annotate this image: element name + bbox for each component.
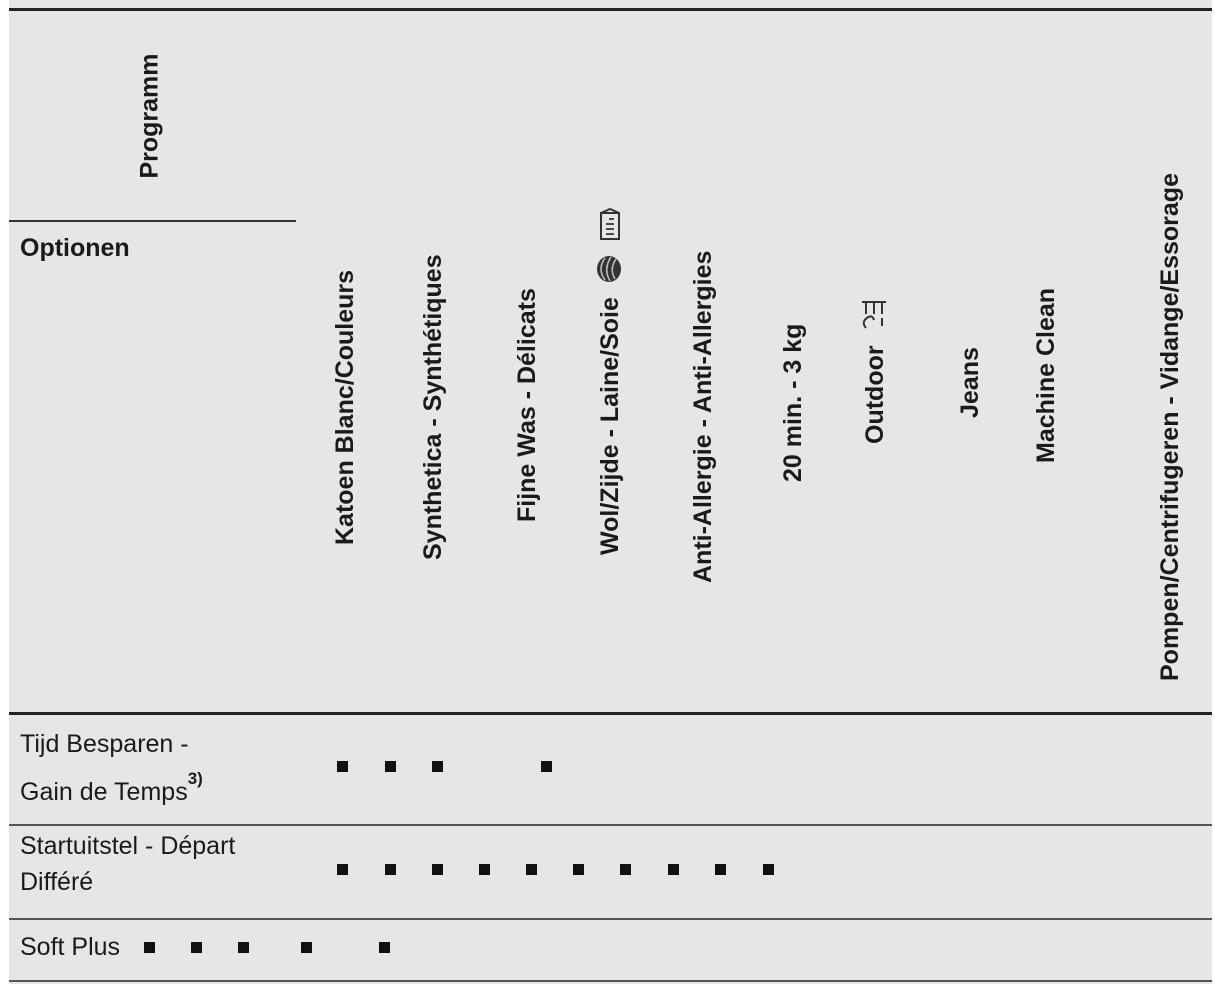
option-mark xyxy=(144,942,155,953)
option-mark xyxy=(479,864,490,875)
column-header-label: Wol/Zijde - Laine/Soie xyxy=(596,297,625,555)
header-bottom-rule xyxy=(9,712,1212,715)
option-mark xyxy=(763,864,774,875)
column-header-label: Synthetica - Synthétiques xyxy=(419,254,447,560)
column-header-label: Machine Clean xyxy=(1032,287,1060,463)
option-mark xyxy=(432,864,443,875)
table-bottom-rule xyxy=(9,980,1212,982)
row-label-line: Tijd Besparen - xyxy=(20,730,189,758)
column-header-label: Katoen Blanc/Couleurs xyxy=(331,269,359,545)
row-divider xyxy=(9,918,1212,920)
option-mark xyxy=(668,864,679,875)
wool-ball-icon xyxy=(595,254,628,284)
option-mark xyxy=(301,942,312,953)
column-header-label: Fijne Was - Délicats xyxy=(513,288,541,522)
row-label-line: Différé xyxy=(20,868,94,896)
option-mark xyxy=(526,864,537,875)
option-mark xyxy=(432,761,443,772)
column-header-label: Outdoor xyxy=(861,345,890,444)
row-divider xyxy=(9,824,1212,826)
option-mark xyxy=(385,761,396,772)
option-mark xyxy=(385,864,396,875)
option-mark xyxy=(191,942,202,953)
column-header-label: Jeans xyxy=(956,347,984,418)
option-mark xyxy=(379,942,390,953)
handwash-tag-icon xyxy=(597,207,626,241)
row-label-line: Gain de Temps xyxy=(20,778,188,806)
option-mark xyxy=(620,864,631,875)
column-header-label: Anti-Allergie - Anti-Allergies xyxy=(689,250,717,583)
option-mark xyxy=(337,761,348,772)
option-mark xyxy=(715,864,726,875)
footnote-marker: 3) xyxy=(187,769,203,788)
row-label-soft-plus xyxy=(20,922,120,972)
table-top-rule xyxy=(9,8,1212,11)
option-mark xyxy=(541,761,552,772)
column-header-label: Pompen/Centrifugeren - Vidange/Essorage xyxy=(1156,173,1184,681)
row-label-startuitstel xyxy=(20,828,235,900)
option-mark xyxy=(238,942,249,953)
outdoor-icon xyxy=(860,298,893,332)
row-label-line: Soft Plus xyxy=(20,933,121,961)
corner-divider xyxy=(9,220,296,222)
corner-programm-label: Programm xyxy=(135,53,164,179)
row-label-tijd-besparen xyxy=(20,719,203,817)
corner-optionen-label: Optionen xyxy=(20,234,130,262)
option-mark xyxy=(573,864,584,875)
row-label-line: Startuitstel - Départ xyxy=(20,832,236,860)
column-header-label: 20 min. - 3 kg xyxy=(779,323,807,482)
option-mark xyxy=(337,864,348,875)
